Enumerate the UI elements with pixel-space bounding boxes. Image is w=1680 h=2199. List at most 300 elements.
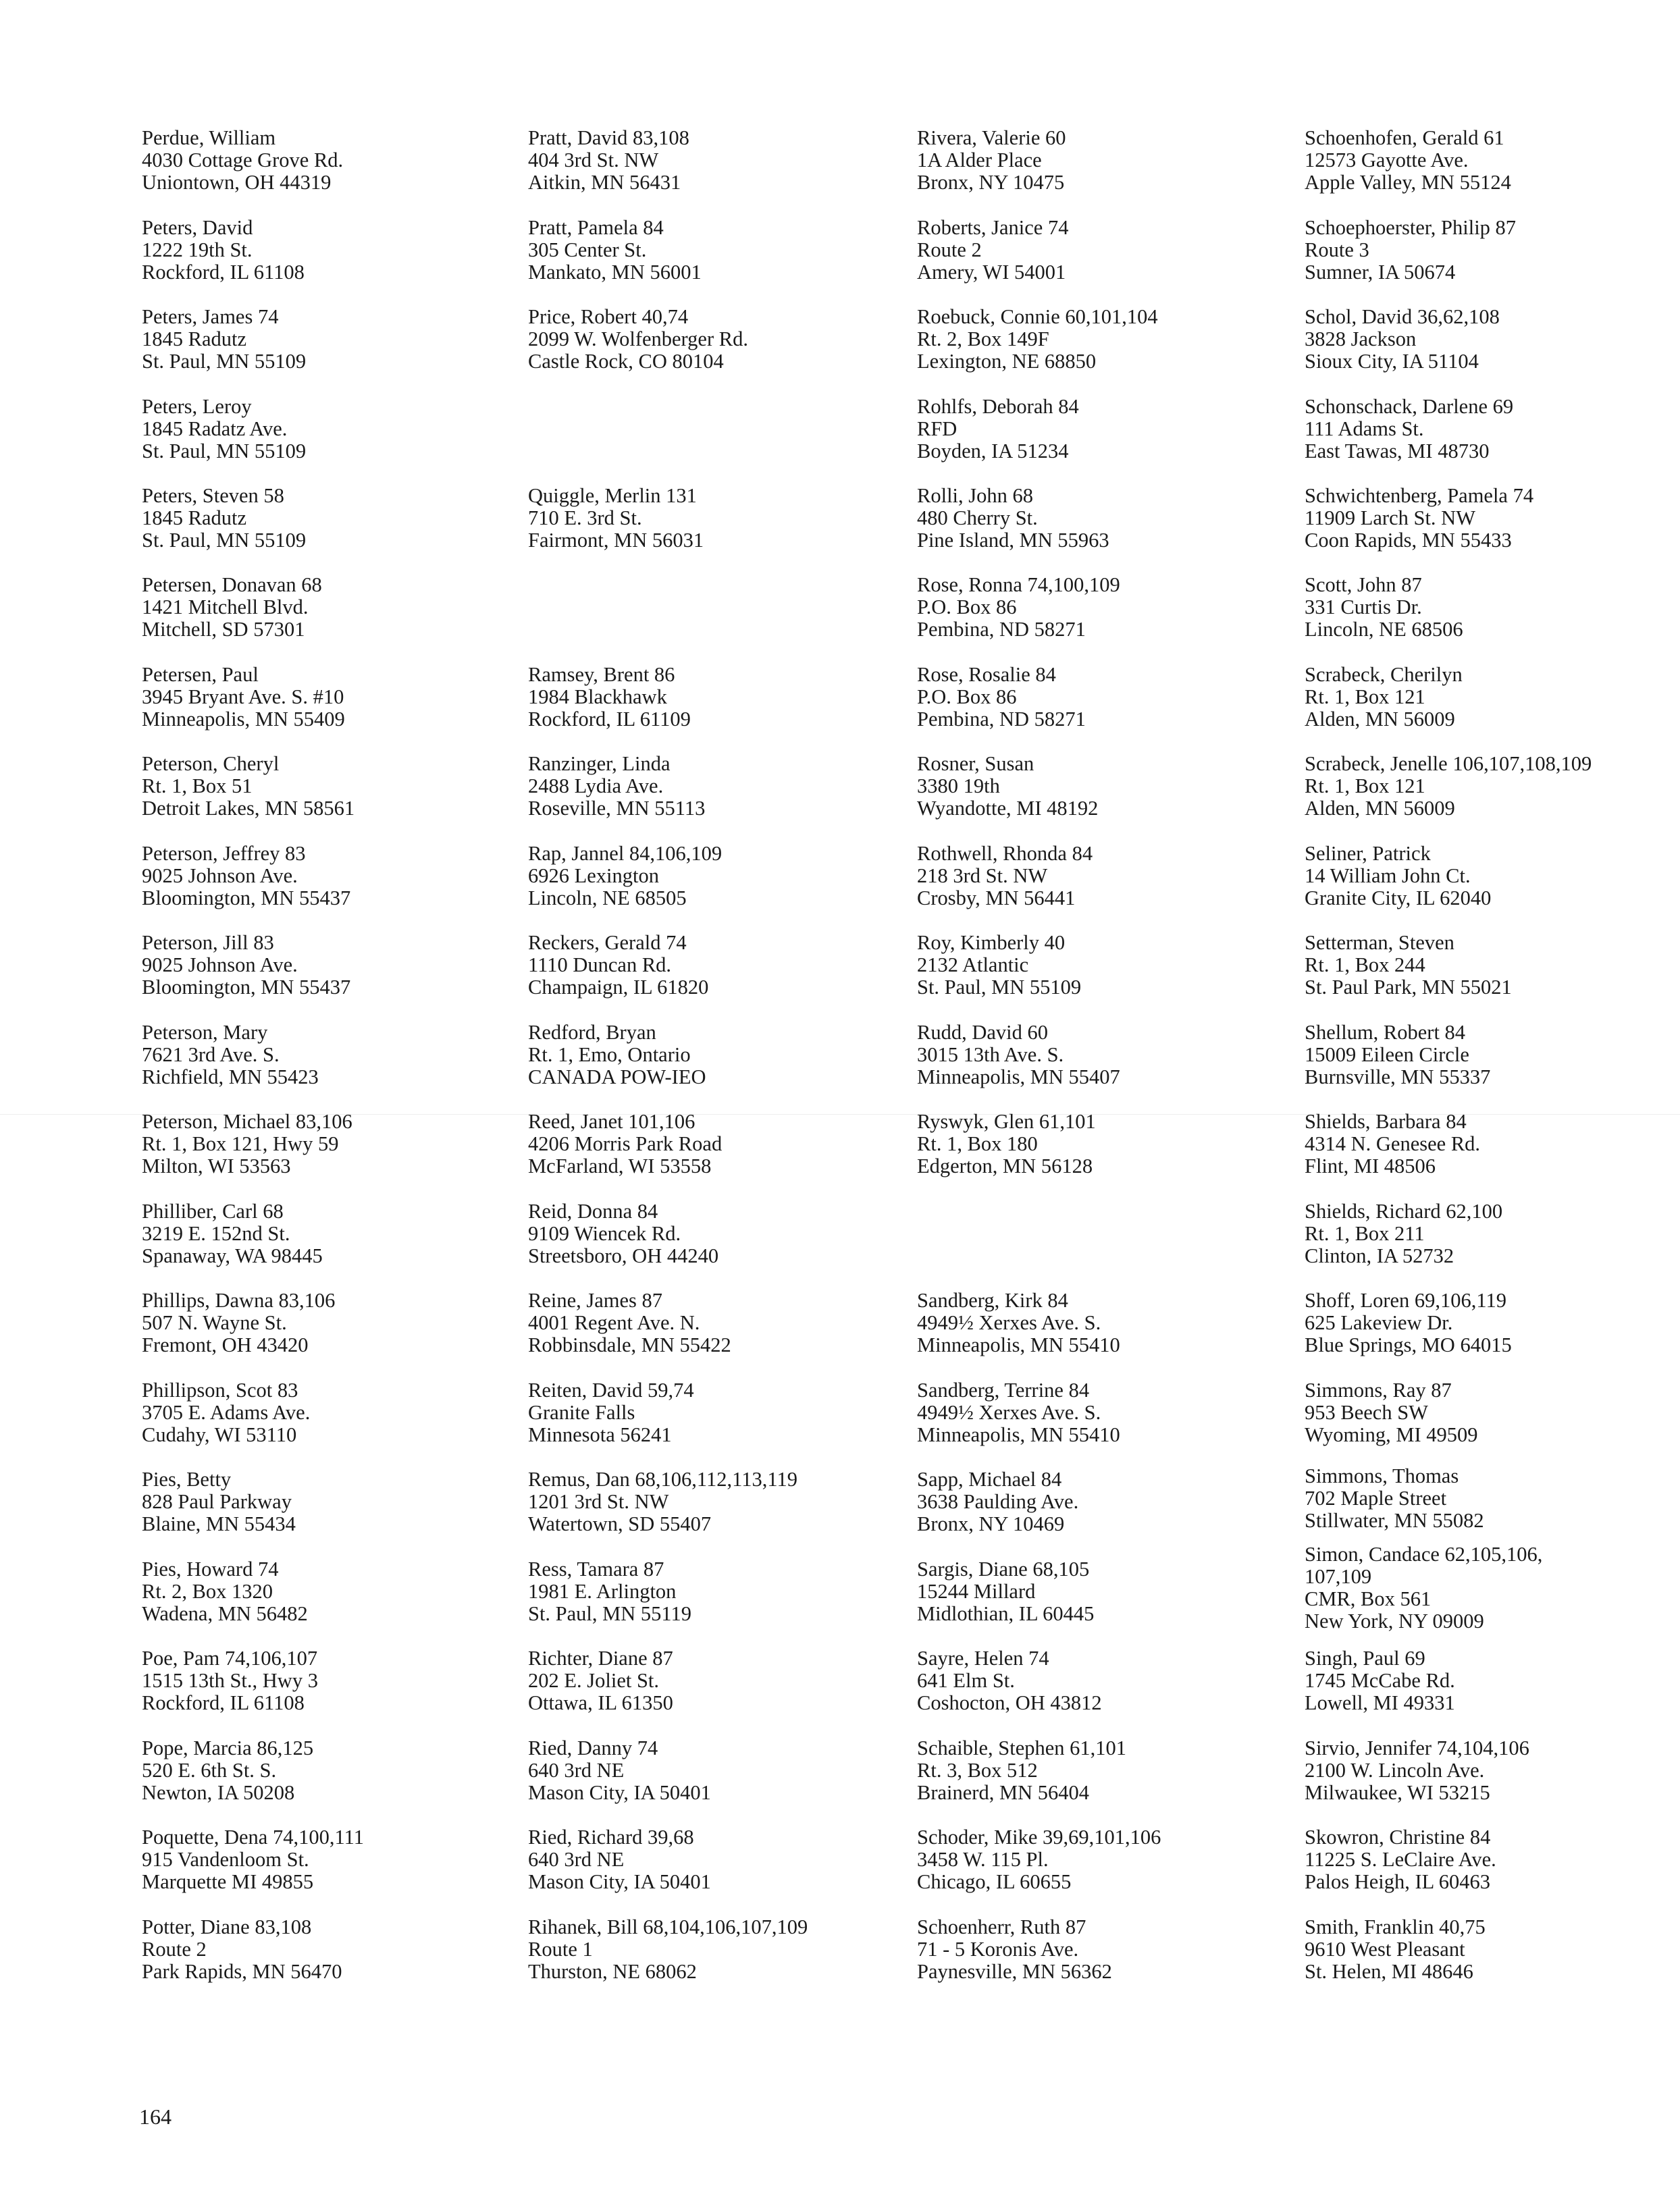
directory-entry bbox=[528, 1737, 711, 1804]
entry-address-line: Mason City, IA 50401 bbox=[528, 1870, 711, 1893]
entry-name: Scott, John 87 bbox=[1305, 573, 1422, 596]
directory-entry bbox=[142, 396, 306, 462]
entry-address-line: 1110 Duncan Rd. bbox=[528, 953, 672, 976]
directory-entry bbox=[142, 1826, 364, 1893]
directory-entry bbox=[917, 217, 1068, 284]
entry-address-line: Pembina, ND 58271 bbox=[917, 618, 1086, 641]
directory-entry bbox=[917, 1111, 1096, 1177]
entry-address-line: Fairmont, MN 56031 bbox=[528, 529, 704, 552]
entry-name: Shields, Barbara 84 bbox=[1305, 1110, 1467, 1133]
entry-address-line: Wyoming, MI 49509 bbox=[1305, 1423, 1478, 1446]
entry-address-line: Chicago, IL 60655 bbox=[917, 1870, 1072, 1893]
entry-address-line: 480 Cherry St. bbox=[917, 506, 1038, 529]
directory-entry bbox=[1305, 1465, 1484, 1532]
entry-address-line: 1845 Radutz bbox=[142, 506, 247, 529]
entry-name: Rothwell, Rhonda 84 bbox=[917, 842, 1093, 865]
directory-entry bbox=[1305, 1647, 1455, 1714]
entry-address-line: Thurston, NE 68062 bbox=[528, 1960, 697, 1983]
entry-address-line: Route 2 bbox=[917, 238, 982, 261]
entry-name: Poquette, Dena 74,100,111 bbox=[142, 1826, 364, 1849]
entry-name: Pratt, Pamela 84 bbox=[528, 216, 664, 239]
entry-address-line: Apple Valley, MN 55124 bbox=[1305, 171, 1511, 194]
entry-address-line: Richfield, MN 55423 bbox=[142, 1065, 319, 1088]
directory-entry bbox=[1305, 217, 1516, 284]
entry-address-line: 9109 Wiencek Rd. bbox=[528, 1222, 681, 1245]
entry-name: Ryswyk, Glen 61,101 bbox=[917, 1110, 1096, 1133]
entry-address-line: 202 E. Joliet St. bbox=[528, 1669, 660, 1692]
directory-entry bbox=[917, 1468, 1078, 1535]
entry-address-line: Rockford, IL 61109 bbox=[528, 708, 691, 731]
entry-address-line: McFarland, WI 53558 bbox=[528, 1155, 712, 1177]
entry-name: Ranzinger, Linda bbox=[528, 752, 671, 775]
entry-address-line: 1222 19th St. bbox=[142, 238, 253, 261]
entry-address-line: Spanaway, WA 98445 bbox=[142, 1244, 323, 1267]
entry-name: Simon, Candace 62,105,106, bbox=[1305, 1543, 1543, 1566]
entry-address-line: Castle Rock, CO 80104 bbox=[528, 350, 724, 373]
entry-name: Ried, Danny 74 bbox=[528, 1737, 658, 1759]
directory-entry bbox=[1305, 485, 1533, 552]
entry-address-line: Minneapolis, MN 55410 bbox=[917, 1333, 1120, 1356]
entry-address-line: Rt. 2, Box 149F bbox=[917, 327, 1049, 350]
directory-entry bbox=[1305, 843, 1491, 909]
entry-address-line: Rt. 2, Box 1320 bbox=[142, 1580, 273, 1603]
entry-address-line: 1515 13th St., Hwy 3 bbox=[142, 1669, 318, 1692]
entry-address-line: 4949½ Xerxes Ave. S. bbox=[917, 1311, 1101, 1334]
entry-address-line: 641 Elm St. bbox=[917, 1669, 1015, 1692]
entry-address-line: Bronx, NY 10475 bbox=[917, 171, 1065, 194]
directory-entry bbox=[1305, 574, 1463, 641]
directory-entry bbox=[1305, 1290, 1512, 1356]
entry-name: Sandberg, Terrine 84 bbox=[917, 1379, 1090, 1402]
directory-entry bbox=[142, 127, 343, 194]
entry-address-line: Coon Rapids, MN 55433 bbox=[1305, 529, 1512, 552]
entry-address-line: Rt. 1, Box 121, Hwy 59 bbox=[142, 1132, 339, 1155]
entry-address-line: Route 3 bbox=[1305, 238, 1369, 261]
directory-entry bbox=[142, 753, 355, 820]
entry-name: Roy, Kimberly 40 bbox=[917, 931, 1066, 954]
entry-name: Petersen, Paul bbox=[142, 663, 259, 686]
entry-name: Schoephoerster, Philip 87 bbox=[1305, 216, 1517, 239]
entry-name: Schwichtenberg, Pamela 74 bbox=[1305, 484, 1534, 507]
directory-entry bbox=[142, 843, 350, 909]
entry-address-line: Bloomington, MN 55437 bbox=[142, 886, 351, 909]
entry-address-line: St. Paul, MN 55109 bbox=[142, 529, 307, 552]
entry-address-line: 9025 Johnson Ave. bbox=[142, 864, 298, 887]
entry-name: Schoenherr, Ruth 87 bbox=[917, 1915, 1086, 1938]
directory-entry bbox=[142, 1558, 308, 1625]
entry-address-line: St. Helen, MI 48646 bbox=[1305, 1960, 1473, 1983]
directory-entry bbox=[528, 1826, 711, 1893]
entry-address-line: 3458 W. 115 Pl. bbox=[917, 1848, 1049, 1871]
entry-address-line: Alden, MN 56009 bbox=[1305, 708, 1455, 731]
entry-address-line: Sioux City, IA 51104 bbox=[1305, 350, 1479, 373]
entry-address-line: Clinton, IA 52732 bbox=[1305, 1244, 1454, 1267]
entry-name: Peterson, Michael 83,106 bbox=[142, 1110, 352, 1133]
entry-address-line: Watertown, SD 55407 bbox=[528, 1512, 712, 1535]
directory-entry bbox=[917, 1737, 1126, 1804]
entry-address-line: St. Paul, MN 55109 bbox=[917, 976, 1082, 999]
entry-address-line: St. Paul, MN 55109 bbox=[142, 350, 307, 373]
entry-name: Roberts, Janice 74 bbox=[917, 216, 1069, 239]
entry-name: Reid, Donna 84 bbox=[528, 1200, 658, 1223]
entry-address-line: Mitchell, SD 57301 bbox=[142, 618, 305, 641]
entry-address-line: Rt. 1, Box 121 bbox=[1305, 685, 1425, 708]
entry-address-line: 1A Alder Place bbox=[917, 149, 1042, 171]
entry-name: Simmons, Thomas bbox=[1305, 1464, 1459, 1487]
directory-entry bbox=[917, 664, 1086, 731]
entry-name: Rolli, John 68 bbox=[917, 484, 1034, 507]
entry-name: Ramsey, Brent 86 bbox=[528, 663, 675, 686]
directory-entry bbox=[1305, 1737, 1529, 1804]
entry-address-line: Roseville, MN 55113 bbox=[528, 797, 706, 820]
directory-entry bbox=[917, 843, 1093, 909]
entry-name: Schonschack, Darlene 69 bbox=[1305, 395, 1514, 418]
entry-address-line: Blue Springs, MO 64015 bbox=[1305, 1333, 1512, 1356]
entry-name: Ried, Richard 39,68 bbox=[528, 1826, 694, 1849]
entry-name: Sayre, Helen 74 bbox=[917, 1647, 1049, 1670]
entry-name: Sapp, Michael 84 bbox=[917, 1468, 1062, 1491]
entry-address-line: Milwaukee, WI 53215 bbox=[1305, 1781, 1490, 1804]
entry-address-line: 1201 3rd St. NW bbox=[528, 1490, 669, 1513]
entry-name: Rose, Rosalie 84 bbox=[917, 663, 1056, 686]
entry-name: Phillipson, Scot 83 bbox=[142, 1379, 298, 1402]
entry-address-line: 11225 S. LeClaire Ave. bbox=[1305, 1848, 1496, 1871]
entry-address-line: 3828 Jackson bbox=[1305, 327, 1417, 350]
entry-address-line: Route 2 bbox=[142, 1938, 207, 1961]
entry-address-line: 3219 E. 152nd St. bbox=[142, 1222, 290, 1245]
entry-address-line: Brainerd, MN 56404 bbox=[917, 1781, 1089, 1804]
entry-name: Potter, Diane 83,108 bbox=[142, 1915, 312, 1938]
entry-address-line: 640 3rd NE bbox=[528, 1759, 625, 1782]
entry-address-line: Minneapolis, MN 55410 bbox=[917, 1423, 1120, 1446]
entry-name: Peters, Steven 58 bbox=[142, 484, 284, 507]
directory-entry bbox=[528, 843, 722, 909]
entry-address-line: 4949½ Xerxes Ave. S. bbox=[917, 1401, 1101, 1424]
entry-address-line: Rt. 3, Box 512 bbox=[917, 1759, 1038, 1782]
entry-name: Schoenhofen, Gerald 61 bbox=[1305, 126, 1504, 149]
entry-address-line: St. Paul, MN 55109 bbox=[142, 440, 307, 462]
directory-entry bbox=[142, 1916, 342, 1983]
entry-address-line: Aitkin, MN 56431 bbox=[528, 171, 681, 194]
entry-address-line: East Tawas, MI 48730 bbox=[1305, 440, 1490, 462]
directory-entry bbox=[142, 1737, 313, 1804]
entry-address-line: 1981 E. Arlington bbox=[528, 1580, 677, 1603]
entry-name: Peters, David bbox=[142, 216, 253, 239]
entry-name: Richter, Diane 87 bbox=[528, 1647, 673, 1670]
entry-address-line: St. Paul Park, MN 55021 bbox=[1305, 976, 1512, 999]
entry-address-line: New York, NY 09009 bbox=[1305, 1610, 1484, 1633]
entry-address-line: 828 Paul Parkway bbox=[142, 1490, 292, 1513]
directory-entry bbox=[528, 1111, 722, 1177]
entry-name: Pies, Howard 74 bbox=[142, 1558, 279, 1581]
entry-address-line: 3945 Bryant Ave. S. #10 bbox=[142, 685, 344, 708]
entry-name: Sirvio, Jennifer 74,104,106 bbox=[1305, 1737, 1529, 1759]
entry-name: Sargis, Diane 68,105 bbox=[917, 1558, 1090, 1581]
directory-entry bbox=[528, 1468, 797, 1535]
entry-name: Reed, Janet 101,106 bbox=[528, 1110, 695, 1133]
entry-name: Phillips, Dawna 83,106 bbox=[142, 1289, 336, 1312]
entry-address-line: Stillwater, MN 55082 bbox=[1305, 1509, 1484, 1532]
entry-address-line: 2099 W. Wolfenberger Rd. bbox=[528, 327, 748, 350]
entry-address-line: Uniontown, OH 44319 bbox=[142, 171, 332, 194]
entry-address-line: 15009 Eileen Circle bbox=[1305, 1043, 1469, 1066]
directory-entry bbox=[917, 1022, 1120, 1088]
entry-name: Rap, Jannel 84,106,109 bbox=[528, 842, 723, 865]
entry-address-line: 404 3rd St. NW bbox=[528, 149, 659, 171]
entry-address-line: 305 Center St. bbox=[528, 238, 647, 261]
entry-name: Peterson, Jeffrey 83 bbox=[142, 842, 306, 865]
entry-address-line: Bronx, NY 10469 bbox=[917, 1512, 1065, 1535]
directory-entry bbox=[1305, 127, 1511, 194]
directory-entry bbox=[528, 485, 704, 552]
directory-entry bbox=[917, 1647, 1102, 1714]
entry-address-line: Rt. 1, Emo, Ontario bbox=[528, 1043, 691, 1066]
entry-name: Peters, Leroy bbox=[142, 395, 252, 418]
entry-name: Remus, Dan 68,106,112,113,119 bbox=[528, 1468, 798, 1491]
directory-entry bbox=[1305, 1826, 1496, 1893]
entry-address-line: Milton, WI 53563 bbox=[142, 1155, 291, 1177]
entry-name: Quiggle, Merlin 131 bbox=[528, 484, 697, 507]
directory-entry bbox=[528, 1022, 706, 1088]
entry-name: Rose, Ronna 74,100,109 bbox=[917, 573, 1120, 596]
entry-address-line: Pembina, ND 58271 bbox=[917, 708, 1086, 731]
entry-address-line: 14 William John Ct. bbox=[1305, 864, 1471, 887]
entry-address-line: 625 Lakeview Dr. bbox=[1305, 1311, 1453, 1334]
entry-address-line: Rockford, IL 61108 bbox=[142, 261, 305, 284]
entry-name: Ress, Tamara 87 bbox=[528, 1558, 664, 1581]
entry-name: Simmons, Ray 87 bbox=[1305, 1379, 1452, 1402]
entry-name: Poe, Pam 74,106,107 bbox=[142, 1647, 318, 1670]
entry-name: Scrabeck, Jenelle 106,107,108,109 bbox=[1305, 752, 1592, 775]
entry-address-line: 15244 Millard bbox=[917, 1580, 1036, 1603]
entry-name: Reiten, David 59,74 bbox=[528, 1379, 694, 1402]
entry-address-line: 9610 West Pleasant bbox=[1305, 1938, 1465, 1961]
directory-entry bbox=[142, 1111, 352, 1177]
directory-entry bbox=[917, 1826, 1161, 1893]
entry-address-line: 507 N. Wayne St. bbox=[142, 1311, 287, 1334]
directory-entry bbox=[917, 306, 1158, 373]
entry-address-line: RFD bbox=[917, 417, 957, 440]
entry-address-line: Palos Heigh, IL 60463 bbox=[1305, 1870, 1491, 1893]
entry-address-line: Rt. 1, Box 211 bbox=[1305, 1222, 1425, 1245]
directory-entry bbox=[142, 932, 350, 999]
entry-address-line: CMR, Box 561 bbox=[1305, 1587, 1432, 1610]
entry-address-line: Lexington, NE 68850 bbox=[917, 350, 1097, 373]
entry-address-line: 1984 Blackhawk bbox=[528, 685, 667, 708]
entry-address-line: Champaign, IL 61820 bbox=[528, 976, 709, 999]
entry-name: Pope, Marcia 86,125 bbox=[142, 1737, 314, 1759]
directory-entry bbox=[1305, 1200, 1502, 1267]
entry-name: Rudd, David 60 bbox=[917, 1021, 1049, 1044]
entry-name: Sandberg, Kirk 84 bbox=[917, 1289, 1068, 1312]
entry-address-line: Granite City, IL 62040 bbox=[1305, 886, 1492, 909]
entry-name: Schaible, Stephen 61,101 bbox=[917, 1737, 1127, 1759]
directory-entry bbox=[1305, 932, 1512, 999]
entry-name: Pies, Betty bbox=[142, 1468, 232, 1491]
entry-name: Setterman, Steven bbox=[1305, 931, 1454, 954]
entry-name: Peterson, Mary bbox=[142, 1021, 268, 1044]
entry-address-line: Flint, MI 48506 bbox=[1305, 1155, 1436, 1177]
directory-entry bbox=[917, 1558, 1094, 1625]
entry-name: Seliner, Patrick bbox=[1305, 842, 1431, 865]
entry-name: Pratt, David 83,108 bbox=[528, 126, 689, 149]
entry-address-line: Amery, WI 54001 bbox=[917, 261, 1066, 284]
entry-name: Smith, Franklin 40,75 bbox=[1305, 1915, 1486, 1938]
entry-address-line: Sumner, IA 50674 bbox=[1305, 261, 1456, 284]
directory-entry bbox=[142, 1200, 323, 1267]
directory-entry bbox=[142, 1290, 335, 1356]
entry-name: Skowron, Christine 84 bbox=[1305, 1826, 1491, 1849]
entry-address-line: Mankato, MN 56001 bbox=[528, 261, 702, 284]
entry-name: Peters, James 74 bbox=[142, 305, 279, 328]
directory-entry bbox=[917, 574, 1120, 641]
directory-entry bbox=[917, 1916, 1112, 1983]
entry-address-line: Ottawa, IL 61350 bbox=[528, 1691, 673, 1714]
directory-entry bbox=[1305, 1379, 1478, 1446]
directory-entry bbox=[917, 932, 1081, 999]
entry-name: Roebuck, Connie 60,101,104 bbox=[917, 305, 1158, 328]
directory-entry bbox=[528, 753, 705, 820]
directory-entry bbox=[917, 1379, 1120, 1446]
entry-name: Redford, Bryan bbox=[528, 1021, 656, 1044]
directory-entry bbox=[142, 1379, 310, 1446]
entry-address-line: 331 Curtis Dr. bbox=[1305, 595, 1422, 618]
entry-address-line: Boyden, IA 51234 bbox=[917, 440, 1069, 462]
directory-entry bbox=[142, 1022, 319, 1088]
entry-address-line: Granite Falls bbox=[528, 1401, 635, 1424]
entry-address-line: 640 3rd NE bbox=[528, 1848, 625, 1871]
entry-address-line: 107,109 bbox=[1305, 1565, 1372, 1588]
entry-address-line: Newton, IA 50208 bbox=[142, 1781, 295, 1804]
entry-address-line: Alden, MN 56009 bbox=[1305, 797, 1455, 820]
entry-address-line: 6926 Lexington bbox=[528, 864, 659, 887]
entry-address-line: Fremont, OH 43420 bbox=[142, 1333, 309, 1356]
entry-address-line: 3638 Paulding Ave. bbox=[917, 1490, 1079, 1513]
directory-entry bbox=[1305, 1022, 1490, 1088]
directory-entry bbox=[142, 217, 305, 284]
directory-entry bbox=[142, 485, 306, 552]
directory-entry bbox=[1305, 396, 1513, 462]
page-number: 164 bbox=[139, 2104, 172, 2129]
entry-address-line: Rt. 1, Box 244 bbox=[1305, 953, 1425, 976]
directory-entry bbox=[1305, 664, 1463, 731]
entry-address-line: 4030 Cottage Grove Rd. bbox=[142, 149, 344, 171]
entry-address-line: 520 E. 6th St. S. bbox=[142, 1759, 277, 1782]
entry-address-line: Coshocton, OH 43812 bbox=[917, 1691, 1102, 1714]
entry-address-line: Minnesota 56241 bbox=[528, 1423, 672, 1446]
entry-address-line: Marquette MI 49855 bbox=[142, 1870, 314, 1893]
entry-name: Rihanek, Bill 68,104,106,107,109 bbox=[528, 1915, 808, 1938]
entry-address-line: 3015 13th Ave. S. bbox=[917, 1043, 1064, 1066]
entry-name: Schoder, Mike 39,69,101,106 bbox=[917, 1826, 1161, 1849]
entry-address-line: CANADA POW-IEO bbox=[528, 1065, 706, 1088]
entry-address-line: 953 Beech SW bbox=[1305, 1401, 1428, 1424]
entry-address-line: Detroit Lakes, MN 58561 bbox=[142, 797, 355, 820]
directory-entry bbox=[1305, 753, 1592, 820]
directory-entry bbox=[528, 306, 748, 373]
entry-address-line: P.O. Box 86 bbox=[917, 685, 1017, 708]
entry-name: Rosner, Susan bbox=[917, 752, 1034, 775]
entry-address-line: 4001 Regent Ave. N. bbox=[528, 1311, 700, 1334]
entry-address-line: 71 - 5 Koronis Ave. bbox=[917, 1938, 1079, 1961]
directory-entry bbox=[528, 932, 708, 999]
directory-entry bbox=[917, 127, 1066, 194]
entry-address-line: 2488 Lydia Ave. bbox=[528, 774, 664, 797]
entry-address-line: Lincoln, NE 68505 bbox=[528, 886, 687, 909]
entry-address-line: St. Paul, MN 55119 bbox=[528, 1602, 692, 1625]
directory-entry bbox=[528, 127, 689, 194]
entry-address-line: P.O. Box 86 bbox=[917, 595, 1017, 618]
entry-name: Peterson, Jill 83 bbox=[142, 931, 274, 954]
entry-name: Rohlfs, Deborah 84 bbox=[917, 395, 1079, 418]
directory-entry bbox=[528, 664, 691, 731]
directory-entry bbox=[528, 1558, 691, 1625]
entry-address-line: 11909 Larch St. NW bbox=[1305, 506, 1475, 529]
directory-entry bbox=[917, 485, 1109, 552]
entry-address-line: 4206 Morris Park Road bbox=[528, 1132, 723, 1155]
directory-entry bbox=[142, 1468, 296, 1535]
directory-entry bbox=[528, 1916, 808, 1983]
directory-entry bbox=[1305, 306, 1500, 373]
entry-name: Reckers, Gerald 74 bbox=[528, 931, 687, 954]
entry-address-line: Edgerton, MN 56128 bbox=[917, 1155, 1093, 1177]
entry-address-line: Pine Island, MN 55963 bbox=[917, 529, 1109, 552]
directory-entry bbox=[528, 1647, 673, 1714]
directory-entry bbox=[142, 664, 345, 731]
entry-name: Petersen, Donavan 68 bbox=[142, 573, 322, 596]
entry-address-line: Crosby, MN 56441 bbox=[917, 886, 1076, 909]
entry-address-line: 3380 19th bbox=[917, 774, 1000, 797]
directory-entry bbox=[917, 753, 1098, 820]
directory-entry bbox=[917, 396, 1079, 462]
directory-entry bbox=[142, 574, 322, 641]
entry-address-line: 12573 Gayotte Ave. bbox=[1305, 149, 1469, 171]
entry-address-line: Lowell, MI 49331 bbox=[1305, 1691, 1455, 1714]
entry-address-line: 710 E. 3rd St. bbox=[528, 506, 642, 529]
entry-address-line: 702 Maple Street bbox=[1305, 1487, 1447, 1510]
entry-address-line: Park Rapids, MN 56470 bbox=[142, 1960, 342, 1983]
entry-address-line: 111 Adams St. bbox=[1305, 417, 1424, 440]
directory-entry bbox=[1305, 1543, 1542, 1633]
entry-address-line: 7621 3rd Ave. S. bbox=[142, 1043, 280, 1066]
entry-address-line: 3705 E. Adams Ave. bbox=[142, 1401, 311, 1424]
entry-address-line: Streetsboro, OH 44240 bbox=[528, 1244, 719, 1267]
entry-name: Perdue, William bbox=[142, 126, 276, 149]
entry-name: Reine, James 87 bbox=[528, 1289, 663, 1312]
entry-address-line: 1745 McCabe Rd. bbox=[1305, 1669, 1455, 1692]
directory-entry bbox=[528, 1200, 718, 1267]
entry-address-line: 218 3rd St. NW bbox=[917, 864, 1048, 887]
entry-name: Singh, Paul 69 bbox=[1305, 1647, 1425, 1670]
entry-name: Schol, David 36,62,108 bbox=[1305, 305, 1500, 328]
entry-address-line: Rockford, IL 61108 bbox=[142, 1691, 305, 1714]
entry-address-line: 1845 Radutz bbox=[142, 327, 247, 350]
entry-address-line: Cudahy, WI 53110 bbox=[142, 1423, 297, 1446]
entry-address-line: Blaine, MN 55434 bbox=[142, 1512, 296, 1535]
entry-address-line: 2132 Atlantic bbox=[917, 953, 1029, 976]
entry-address-line: Robbinsdale, MN 55422 bbox=[528, 1333, 731, 1356]
entry-address-line: Minneapolis, MN 55407 bbox=[917, 1065, 1120, 1088]
entry-name: Philliber, Carl 68 bbox=[142, 1200, 284, 1223]
directory-entry bbox=[1305, 1111, 1480, 1177]
entry-address-line: Burnsville, MN 55337 bbox=[1305, 1065, 1491, 1088]
entry-address-line: Minneapolis, MN 55409 bbox=[142, 708, 345, 731]
entry-address-line: 4314 N. Genesee Rd. bbox=[1305, 1132, 1481, 1155]
entry-address-line: 1421 Mitchell Blvd. bbox=[142, 595, 309, 618]
directory-entry bbox=[1305, 1916, 1486, 1983]
entry-address-line: Mason City, IA 50401 bbox=[528, 1781, 711, 1804]
entry-address-line: Rt. 1, Box 180 bbox=[917, 1132, 1038, 1155]
